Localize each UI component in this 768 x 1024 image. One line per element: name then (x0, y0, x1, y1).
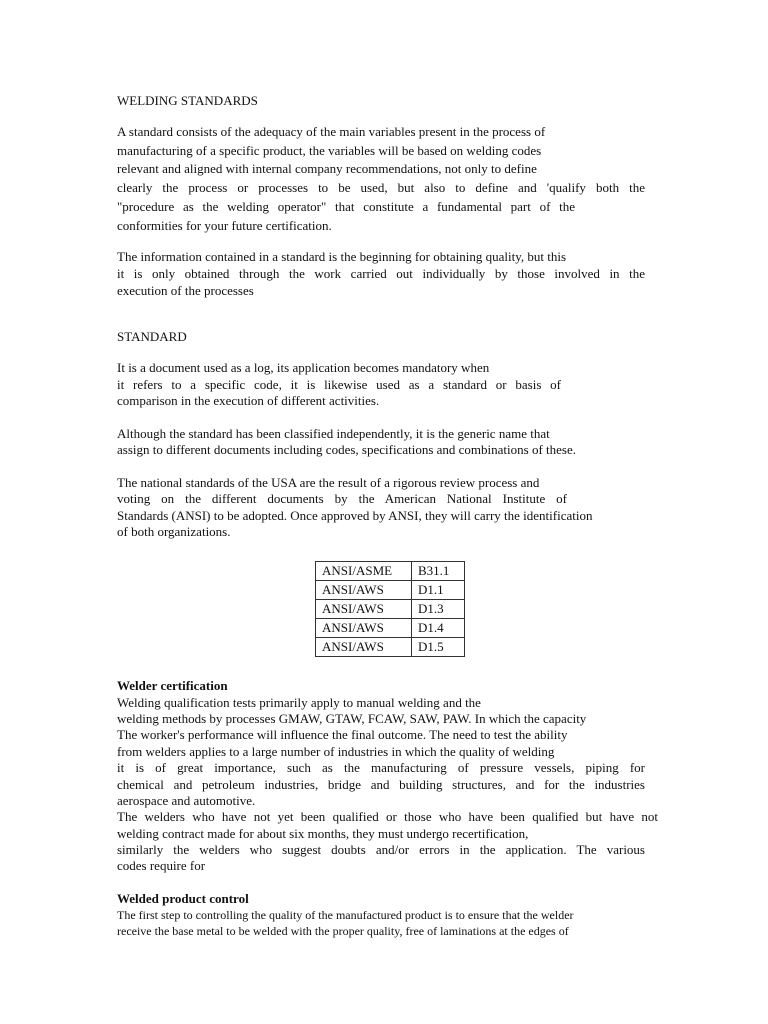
intro-line: conformities for your future certification. (117, 218, 332, 233)
table-row (316, 581, 465, 600)
table-cell-code: D1.5 (412, 638, 465, 657)
info-line: it is only obtained through the work carried out individually by those involved in the (117, 266, 645, 281)
standard-p2-line: assign to different documents including codes, specifications and combinations of these. (117, 442, 576, 457)
welder-line: welding methods by processes GMAW, GTAW, FCAW, SAW, PAW. In which the capacity (117, 711, 587, 726)
info-line: execution of the processes (117, 283, 254, 298)
product-control-heading: Welded product control (117, 891, 249, 906)
welder-certification-heading: Welder certification (117, 678, 228, 693)
welder-line: codes require for (117, 858, 206, 873)
intro-line: "procedure as the welding operator" that constitute a fundamental part of the (117, 199, 575, 214)
intro-line: manufacturing of a specific product, the variables will be based on welding codes (117, 143, 542, 158)
table-cell-code: D1.1 (412, 581, 465, 600)
table-cell-organization: ANSI/AWS (316, 638, 412, 657)
product-line: The first step to controlling the quality of the manufactured product is to ensure that the welder (117, 908, 574, 922)
table-cell-code: D1.4 (412, 619, 465, 638)
intro-line: relevant and aligned with internal company recommendations, not only to define (117, 161, 537, 176)
standard-p1-line: comparison in the execution of different activities. (117, 393, 380, 408)
welder-line: The welders who have not yet been qualified or those who have been qualified but have not (117, 809, 658, 824)
info-line: The information contained in a standard is the beginning for obtaining quality, but this (117, 249, 567, 264)
standard-p3-line: Standards (ANSI) to be adopted. Once approved by ANSI, they will carry the identification (117, 508, 593, 523)
welder-line: chemical and petroleum industries, bridge and building structures, and for the industries (117, 777, 645, 792)
welder-line: The worker's performance will influence the final outcome. The need to test the ability (117, 727, 568, 742)
table-cell-organization: ANSI/AWS (316, 581, 412, 600)
table-row (316, 638, 465, 657)
table-cell-code: B31.1 (412, 562, 465, 581)
welder-line: similarly the welders who suggest doubts and/or errors in the application. The various (117, 842, 645, 857)
standard-p3-line: of both organizations. (117, 524, 231, 539)
standard-heading: STANDARD (117, 329, 187, 344)
table-cell-organization: ANSI/ASME (316, 562, 412, 581)
table-cell-organization: ANSI/AWS (316, 600, 412, 619)
intro-line: clearly the process or processes to be used, but also to define and 'qualify both the (117, 180, 645, 195)
welder-line: aerospace and automotive. (117, 793, 256, 808)
welder-line: from welders applies to a large number of industries in which the quality of welding (117, 744, 555, 759)
standards-table (315, 561, 465, 657)
table-row (316, 619, 465, 638)
standard-p2-line: Although the standard has been classified independently, it is the generic name that (117, 426, 550, 441)
standard-p1-line: it refers to a specific code, it is likewise used as a standard or basis of (117, 377, 561, 392)
welder-line: Welding qualification tests primarily apply to manual welding and the (117, 695, 481, 710)
table-cell-code: D1.3 (412, 600, 465, 619)
table-row (316, 600, 465, 619)
table-row (316, 562, 465, 581)
welder-line: welding contract made for about six months, they must undergo recertification, (117, 826, 529, 841)
product-line: receive the base metal to be welded with the proper quality, free of laminations at the edges of (117, 924, 569, 938)
standard-p3-line: voting on the different documents by the American National Institute of (117, 491, 567, 506)
welder-line: it is of great importance, such as the manufacturing of pressure vessels, piping for (117, 760, 645, 775)
standard-p3-line: The national standards of the USA are the result of a rigorous review process and (117, 475, 540, 490)
document-title: WELDING STANDARDS (117, 93, 258, 108)
intro-line: A standard consists of the adequacy of the main variables present in the process of (117, 124, 546, 139)
standard-p1-line: It is a document used as a log, its application becomes mandatory when (117, 360, 490, 375)
table-cell-organization: ANSI/AWS (316, 619, 412, 638)
